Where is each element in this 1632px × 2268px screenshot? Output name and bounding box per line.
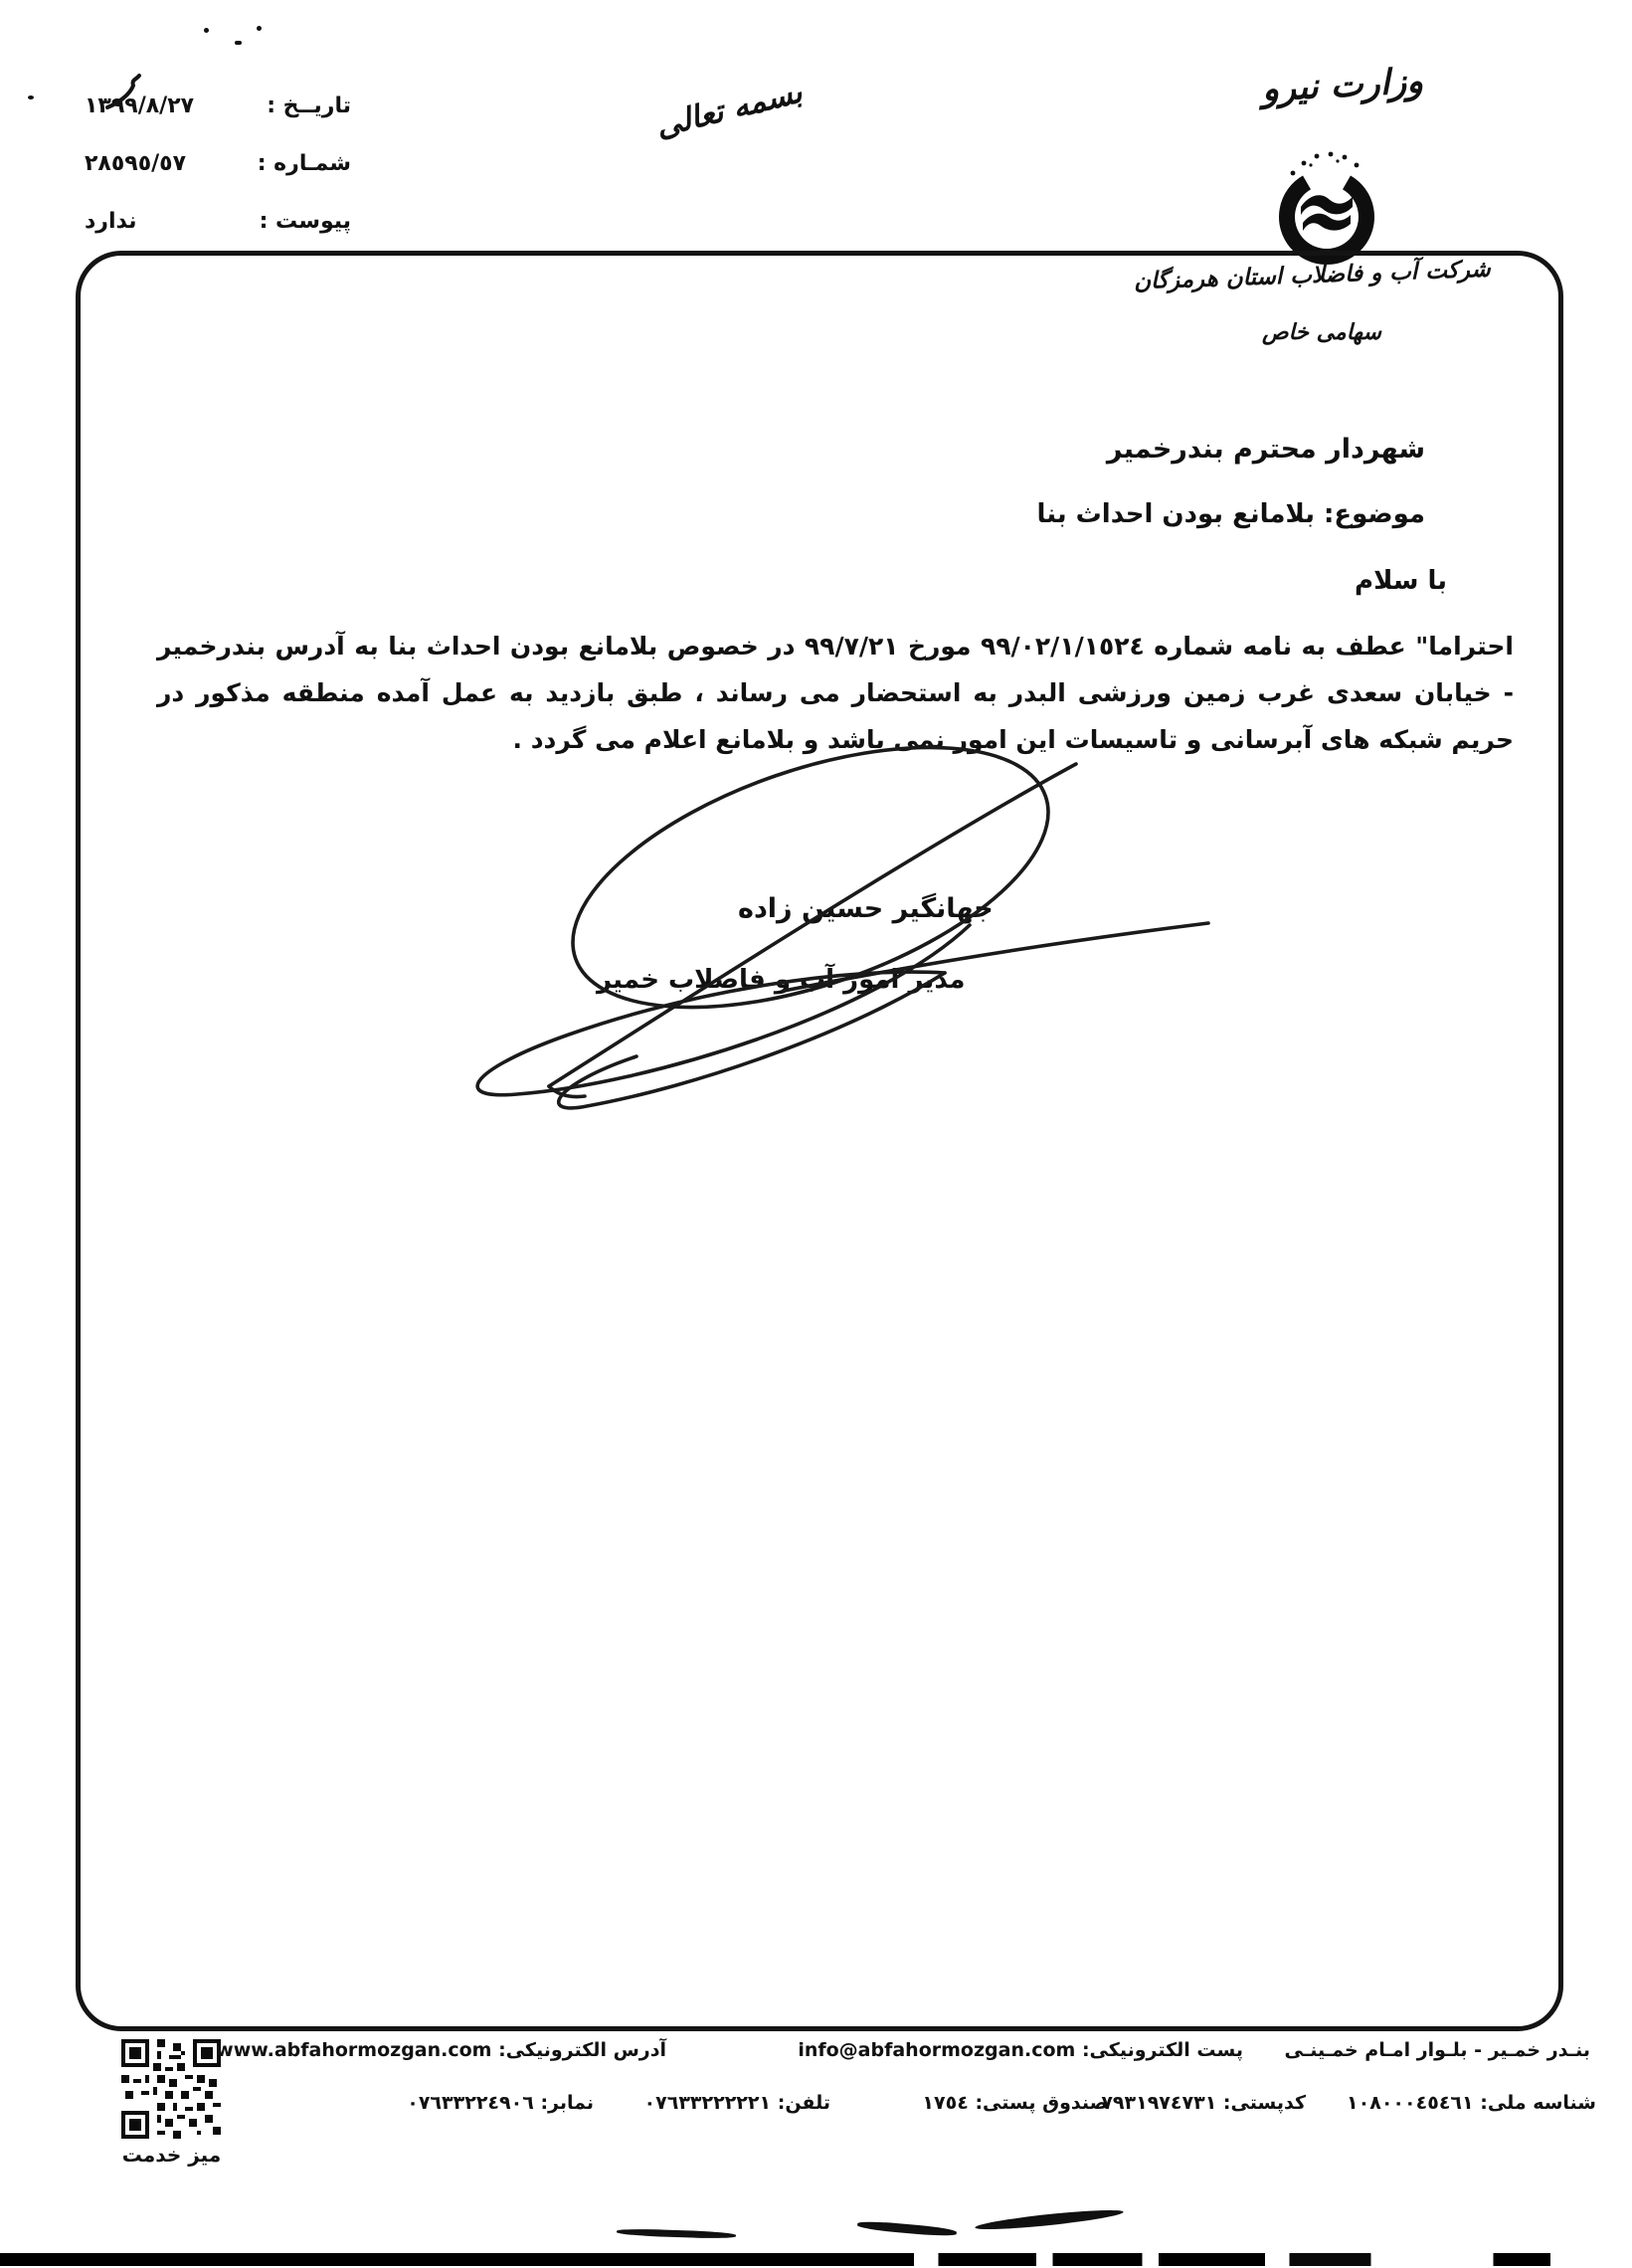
footer-website-label: آدرس الکترونیکی: <box>498 2039 666 2061</box>
bismillah-calligraphy: بسمه تعالی <box>651 74 807 145</box>
date-value: ١٣٩٩/٨/٢٧ <box>85 94 195 118</box>
letter-body: احتراما" عطف به نامه شماره ٩٩/٠٢/١/١٥٢٤ مورخ ٩٩/٧/٢١ در خصوص بلامانع بودن احداث بنا به آدرس بندرخمیر - خیابان سعدی غرب زمین ورزشی البدر به استحضار می رساند ، طبق بازدید به عمل آمده منطقه مذکور در حریم شبکه های آبرسانی و تاسیسات این امور نمی باشد و بلامانع اعلام می گردد . <box>157 632 1514 754</box>
qr-caption: میز خدمت <box>121 2143 222 2167</box>
recipient-line: شهردار محترم بندرخمیر <box>1106 434 1425 465</box>
footer-website-value: www.abfahormozgan.com <box>216 2039 492 2061</box>
footer-national-id <box>1347 2092 1596 2114</box>
number-value: ٢٨٥٩٥/٥٧ <box>85 151 187 176</box>
footer-national-id-value: ١٠٨٠٠٠٤٥٤٦١ <box>1347 2092 1474 2114</box>
scan-smudge <box>975 2206 1124 2233</box>
footer-fax <box>407 2092 594 2114</box>
number-row <box>85 151 351 209</box>
company-type: سهامی خاص <box>1262 320 1381 345</box>
footer-fax-label: نمابر: <box>540 2092 594 2114</box>
footer-email-label: پست الکترونیکی: <box>1081 2039 1243 2061</box>
footer-national-id-label: شناسه ملی: <box>1480 2092 1596 2114</box>
footer-website <box>216 2039 666 2061</box>
company-name: شرکت آب و فاضلاب استان هرمزگان <box>1133 256 1492 295</box>
footer-po-box <box>922 2092 1108 2114</box>
scan-smudge <box>857 2220 957 2238</box>
scan-speck <box>257 26 262 31</box>
footer-phone <box>644 2092 830 2114</box>
footer-postal-code-value: ٧٩٣١٩٧٤٧٣١ <box>1101 2092 1217 2114</box>
footer-postal-code <box>1101 2092 1306 2114</box>
letter-meta-block <box>85 94 351 267</box>
signer-title: مدیر امور آب و فاضلاب خمیر <box>597 965 966 995</box>
attachment-value: ندارد <box>85 209 137 234</box>
handwritten-check-mark <box>103 74 145 113</box>
date-label: تاریــخ : <box>267 94 351 118</box>
footer-phone-label: تلفن: <box>777 2092 830 2114</box>
footer-po-box-label: صندوق پستی: <box>975 2092 1108 2114</box>
footer-postal-code-label: کدپستی: <box>1222 2092 1306 2114</box>
scan-speck <box>235 41 242 45</box>
scan-speck <box>204 28 209 33</box>
salutation-line: با سلام <box>1355 566 1447 596</box>
footer-phone-value: ٠٧٦٣٣٢٢٢٢٢١ <box>643 2092 772 2114</box>
ministry-title: وزارت نیرو <box>1260 61 1424 110</box>
footer-email-value: info@abfahormozgan.com <box>798 2039 1076 2061</box>
footer-po-box-value: ١٧٥٤ <box>922 2092 969 2114</box>
footer-email <box>798 2039 1243 2061</box>
footer-fax-value: ٠٧٦٣٣٢٢٤٩٠٦ <box>407 2092 534 2114</box>
qr-code-icon <box>121 2039 221 2139</box>
footer-address <box>1285 2039 1591 2061</box>
number-label: شمـاره : <box>257 151 351 176</box>
scan-speck <box>28 95 34 99</box>
scan-artifact-bar <box>0 2253 1632 2266</box>
footer-address-text: بنـدر خمـیر - بلـوار امـام خمـینـی <box>1284 2039 1590 2061</box>
scan-smudge <box>617 2228 736 2239</box>
attachment-label: پیوست : <box>259 209 351 234</box>
signer-name: جهانگیر حسین زاده <box>738 893 994 924</box>
subject-line: موضوع: بلامانع بودن احداث بنا <box>1036 499 1425 529</box>
